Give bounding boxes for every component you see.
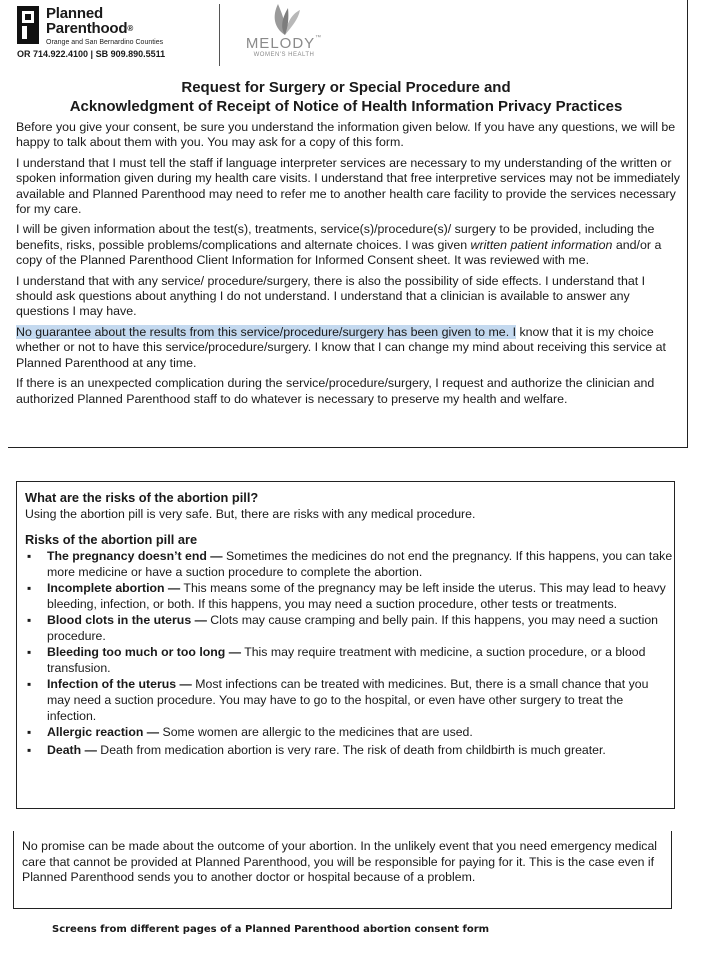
form-body (16, 120, 680, 412)
pp-region: Orange and San Bernardino Counties (46, 39, 164, 46)
paragraph-interpreter: I understand that I must tell the staff if language interpreter services are necessary to my understanding of the written or spoken information given during my health care visits. I understand that free interpretive services may not be immediately available and Planned Parenthood may need to refer me to another health care facility to provide the services necessary for my care. (16, 155, 680, 217)
risks-heading: What are the risks of the abortion pill? (25, 490, 259, 505)
bullet-icon: ▪ (27, 581, 32, 595)
list-item: ▪ Allergic reaction — Some women are allergic to the medicines that are used. (27, 725, 473, 739)
image-caption: Screens from different pages of a Planned Parenthood abortion consent form (52, 924, 490, 935)
list-item: ▪ Death — Death from medication abortion is very rare. The risk of death from childbirth is much greater. (25, 740, 674, 761)
melody-name: MELODY™ (245, 35, 323, 52)
outcome-notice-box (13, 831, 672, 909)
paragraph-information: I will be given information about the test(s), treatments, service(s)/procedure(s)/ surgery to be provided, including the benefits, risks, possible problems/complications and alternate choices. I was given written patient information and/or a copy of the Planned Parenthood Client Information for Informed Consent sheet. It was reviewed with me. (16, 222, 662, 268)
bullet-icon: ▪ (27, 549, 32, 563)
list-item: ▪ Infection of the uterus — Most infections can be treated with medicines. But, there is a small chance that you may need a suction procedure. You may have to go to the hospital, or even have other surgery to treat the infection. (27, 677, 649, 723)
pp-trademark: ® (127, 24, 134, 33)
list-item: ▪ Incomplete abortion — This means some of the pregnancy may be left inside the uterus. This may lead to heavy bleeding, infection, or both. If this happens, you may need a suction procedure, other tests or treatments. (27, 581, 666, 611)
list-item: ▪ Blood clots in the uterus — Clots may cause cramping and belly pain. If this happens, you may need a suction procedure. (27, 613, 659, 643)
melody-logo (234, 2, 334, 64)
risks-intro: Using the abortion pill is very safe. But, there are risks with any medical procedure. (25, 507, 476, 521)
pp-name-line1: Planned (46, 5, 103, 22)
melody-sub: WOMEN'S HEALTH (253, 52, 315, 58)
list-item: ▪ Bleeding too much or too long — This may require treatment with medicine, a suction procedure, or a blood transfusion. (27, 645, 646, 675)
paragraph-complication: If there is an unexpected complication during the service/procedure/surgery, I request and authorize the clinician and authorized Planned Parenthood staff to do whatever is necessary to preserve my health and welfare. (16, 376, 655, 406)
list-item: ▪ The pregnancy doesn’t end — Sometimes the medicines do not end the pregnancy. If this happens, you can take more medicine or have a suction procedure to complete the abortion. (27, 549, 673, 579)
pp-name (46, 6, 133, 36)
pp-name-line2: Parenthood (46, 20, 128, 37)
paragraph-no-guarantee: No guarantee about the results from this service/procedure/surgery has been given to me. I know that it is my choice whether or not to have this service/procedure/surgery. I know that I can change my mind about receiving this service at Planned Parenthood at any time. (16, 324, 666, 370)
written-patient-information: written patient information (470, 237, 613, 252)
melody-leaf-icon (268, 2, 302, 36)
form-title (8, 78, 684, 116)
planned-parenthood-logo (17, 6, 217, 60)
bullet-icon: ▪ (27, 743, 32, 757)
logo-divider (219, 4, 220, 66)
consent-form-page (8, 0, 688, 448)
bullet-icon: ▪ (27, 613, 32, 627)
abortion-pill-risks-box (16, 481, 675, 809)
pp-phones: OR 714.922.4100 | SB 909.890.5511 (17, 49, 166, 59)
highlighted-text[interactable]: No guarantee about the results from this service/procedure/surgery has been given to me. I (16, 324, 517, 339)
paragraph-consent-intro: Before you give your consent, be sure you understand the information given below. If you have any questions, we will be happy to talk about them with you. You may ask for a copy of this form. (16, 120, 676, 150)
form-title-line2: Acknowledgment of Receipt of Notice of Health Information Privacy Practices (69, 98, 623, 115)
bullet-icon: ▪ (27, 725, 32, 739)
risks-list (25, 548, 674, 761)
paragraph-side-effects: I understand that with any service/ procedure/surgery, there is also the possibility of side effects. I understand that I should ask questions about anything I do not understand. I understand that a clinician is available to answer any questions I may have. (16, 273, 646, 319)
bullet-icon: ▪ (27, 645, 32, 659)
planned-parenthood-p-icon (17, 6, 39, 44)
form-title-line1: Request for Surgery or Special Procedure and (181, 79, 511, 96)
risks-list-title: Risks of the abortion pill are (25, 532, 198, 547)
bullet-icon: ▪ (27, 677, 32, 691)
outcome-text: No promise can be made about the outcome of your abortion. In the unlikely event that you need emergency medical care that cannot be provided at Planned Parenthood, you will be responsible for paying for it. This is the case even if Planned Parenthood sends you to another doctor or hospital because of a problem. (22, 839, 658, 884)
